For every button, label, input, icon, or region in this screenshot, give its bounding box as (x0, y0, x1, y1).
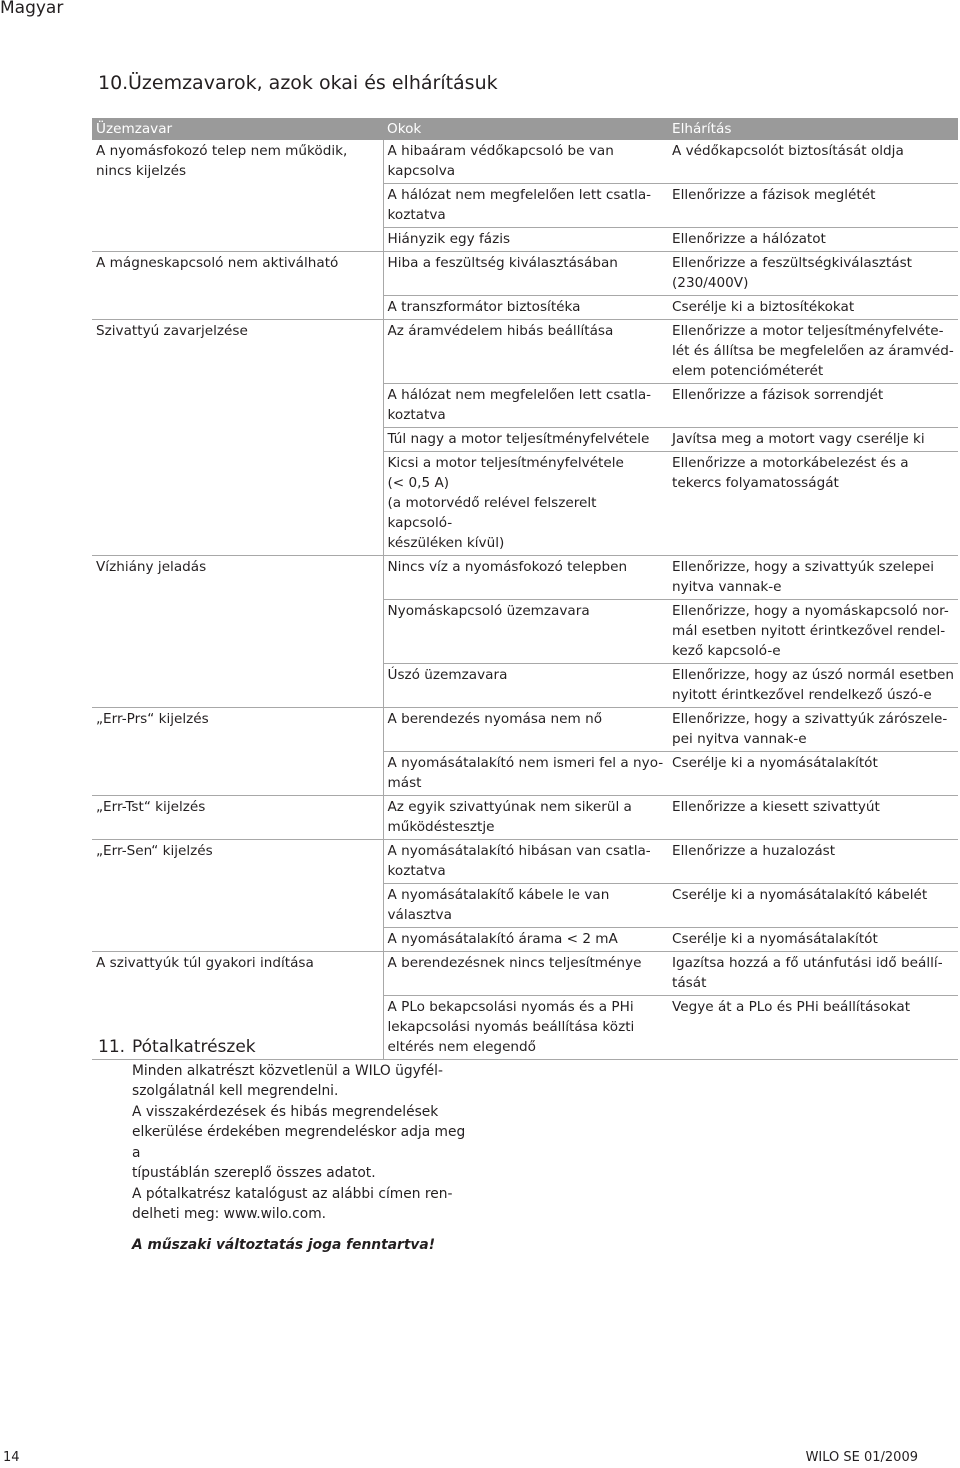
fault-cell (92, 452, 383, 556)
cause-cell: A nyomásátalakító nem ismeri fel a nyo- mást (383, 752, 668, 796)
table-row (92, 600, 958, 664)
cause-cell: A hálózat nem megfelelően lett csatla- koztatva (383, 184, 668, 228)
section-number: 11. (98, 1037, 126, 1057)
spare-parts-text: Minden alkatrészt közvetlenül a WILO ügyfél- szolgálatnál kell megrendelni. A visszakérdezések és hibás megrendelések elkerülése érdekében megrendeléskor adja meg a típustáblán szereplő összes adatot. A pótalkatrész katalógust az alábbi címen ren- delheti meg: www.wilo.com. (132, 1062, 466, 1222)
remedy-cell: Ellenőrizze a motor teljesítményfelvéte- lét és állítsa be megfelelően az áramvéd- elem potencióméterét (668, 320, 958, 384)
fault-cell (92, 384, 383, 428)
remedy-cell: Ellenőrizze a fázisok sorrendjét (668, 384, 958, 428)
table-row (92, 452, 958, 556)
column-header-fault: Üzemzavar (92, 118, 383, 140)
table-row (92, 228, 958, 252)
cause-cell: A PLo bekapcsolási nyomás és a PHi lekapcsolási nyomás beállítása közti eltérés nem elegendő (383, 996, 668, 1060)
table-row (92, 556, 958, 600)
table-header-row (92, 118, 958, 140)
fault-cell (92, 752, 383, 796)
cause-cell: Úszó üzemzavara (383, 664, 668, 708)
table-row (92, 840, 958, 884)
fault-cell (92, 928, 383, 952)
table-row (92, 952, 958, 996)
fault-cell: Szivattyú zavarjelzése (92, 320, 383, 384)
fault-cell: A mágneskapcsoló nem aktiválható (92, 252, 383, 296)
troubleshooting-table (92, 118, 958, 1060)
cause-cell: Nyomáskapcsoló üzemzavara (383, 600, 668, 664)
remedy-cell: Ellenőrizze, hogy az úszó normál esetben nyitott érintkezővel rendelkező úszó-e (668, 664, 958, 708)
remedy-cell: Ellenőrizze a feszültségkiválasztást (230/400V) (668, 252, 958, 296)
document-reference: WILO SE 01/2009 (805, 1450, 918, 1465)
table-row (92, 664, 958, 708)
page-number: 14 (3, 1450, 20, 1465)
table-row (92, 796, 958, 840)
table-body (92, 140, 958, 1060)
remedy-cell: Ellenőrizze, hogy a nyomáskapcsoló nor- mál esetben nyitott érintkezővel rendel- kező kapcsoló-e (668, 600, 958, 664)
cause-cell: A hibaáram védőkapcsoló be van kapcsolva (383, 140, 668, 184)
cause-cell: Az áramvédelem hibás beállítása (383, 320, 668, 384)
table-row (92, 184, 958, 228)
cause-cell: A transzformátor biztosítéka (383, 296, 668, 320)
column-header-remedy: Elhárítás (668, 118, 958, 140)
remedy-cell: Vegye át a PLo és PHi beállításokat (668, 996, 958, 1060)
cause-cell: Túl nagy a motor teljesítményfelvétele (383, 428, 668, 452)
cause-cell: A nyomásátalakító árama < 2 mA (383, 928, 668, 952)
table-row (92, 384, 958, 428)
table-row (92, 140, 958, 184)
cause-cell: A berendezés nyomása nem nő (383, 708, 668, 752)
remedy-cell: Javítsa meg a motort vagy cserélje ki (668, 428, 958, 452)
remedy-cell: Cserélje ki a nyomásátalakítót (668, 928, 958, 952)
table-row (92, 928, 958, 952)
table-row (92, 296, 958, 320)
remedy-cell: Ellenőrizze, hogy a szivattyúk szelepei nyitva vannak-e (668, 556, 958, 600)
table-row (92, 884, 958, 928)
section-number: 10. (98, 72, 129, 94)
fault-cell (92, 296, 383, 320)
remedy-cell: A védőkapcsolót biztosítását oldja (668, 140, 958, 184)
section-11-heading (98, 1037, 478, 1058)
fault-cell: „Err-Sen“ kijelzés (92, 840, 383, 884)
fault-cell (92, 664, 383, 708)
remedy-cell: Ellenőrizze a kiesett szivattyút (668, 796, 958, 840)
remedy-cell: Cserélje ki a biztosítékokat (668, 296, 958, 320)
language-label: Magyar (0, 0, 64, 18)
section-title: Pótalkatrészek (132, 1037, 256, 1057)
cause-cell: Nincs víz a nyomásfokozó telepben (383, 556, 668, 600)
cause-cell: A hálózat nem megfelelően lett csatla- koztatva (383, 384, 668, 428)
fault-cell (92, 600, 383, 664)
cause-cell: Hiányzik egy fázis (383, 228, 668, 252)
fault-cell (92, 884, 383, 928)
fault-cell: A szivattyúk túl gyakori indítása (92, 952, 383, 996)
remedy-cell: Ellenőrizze a hálózatot (668, 228, 958, 252)
table-row (92, 320, 958, 384)
remedy-cell: Cserélje ki a nyomásátalakítót (668, 752, 958, 796)
section-10-heading (98, 72, 498, 94)
fault-cell (92, 184, 383, 228)
table-row (92, 708, 958, 752)
cause-cell: Az egyik szivattyúnak nem sikerül a működéstesztje (383, 796, 668, 840)
fault-cell: „Err-Prs“ kijelzés (92, 708, 383, 752)
cause-cell: A nyomásátalakítő kábele le van választva (383, 884, 668, 928)
remedy-cell: Ellenőrizze a huzalozást (668, 840, 958, 884)
cause-cell: Hiba a feszültség kiválasztásában (383, 252, 668, 296)
table-row (92, 428, 958, 452)
cause-cell: Kicsi a motor teljesítményfelvétele (< 0,5 A) (a motorvédő relével felszerelt kapcsoló- készüléken kívül) (383, 452, 668, 556)
section-title: Üzemzavarok, azok okai és elhárításuk (128, 72, 498, 94)
remedy-cell: Ellenőrizze a fázisok meglétét (668, 184, 958, 228)
remedy-cell: Ellenőrizze a motorkábelezést és a tekercs folyamatosságát (668, 452, 958, 556)
fault-cell (92, 228, 383, 252)
table-row (92, 252, 958, 296)
remedy-cell: Igazítsa hozzá a fő utánfutási idő beállí- tását (668, 952, 958, 996)
column-header-cause: Okok (383, 118, 668, 140)
fault-cell: Vízhiány jeladás (92, 556, 383, 600)
fault-cell: „Err-Tst“ kijelzés (92, 796, 383, 840)
fault-cell (92, 428, 383, 452)
fault-cell: A nyomásfokozó telep nem működik, nincs kijelzés (92, 140, 383, 184)
technical-changes-notice: A műszaki változtatás joga fenntartva! (132, 1236, 436, 1253)
remedy-cell: Ellenőrizze, hogy a szivattyúk zárószele- pei nyitva vannak-e (668, 708, 958, 752)
cause-cell: A berendezésnek nincs teljesítménye (383, 952, 668, 996)
spare-parts-section (98, 1037, 478, 1255)
cause-cell: A nyomásátalakító hibásan van csatla- koztatva (383, 840, 668, 884)
remedy-cell: Cserélje ki a nyomásátalakító kábelét (668, 884, 958, 928)
table-row (92, 752, 958, 796)
